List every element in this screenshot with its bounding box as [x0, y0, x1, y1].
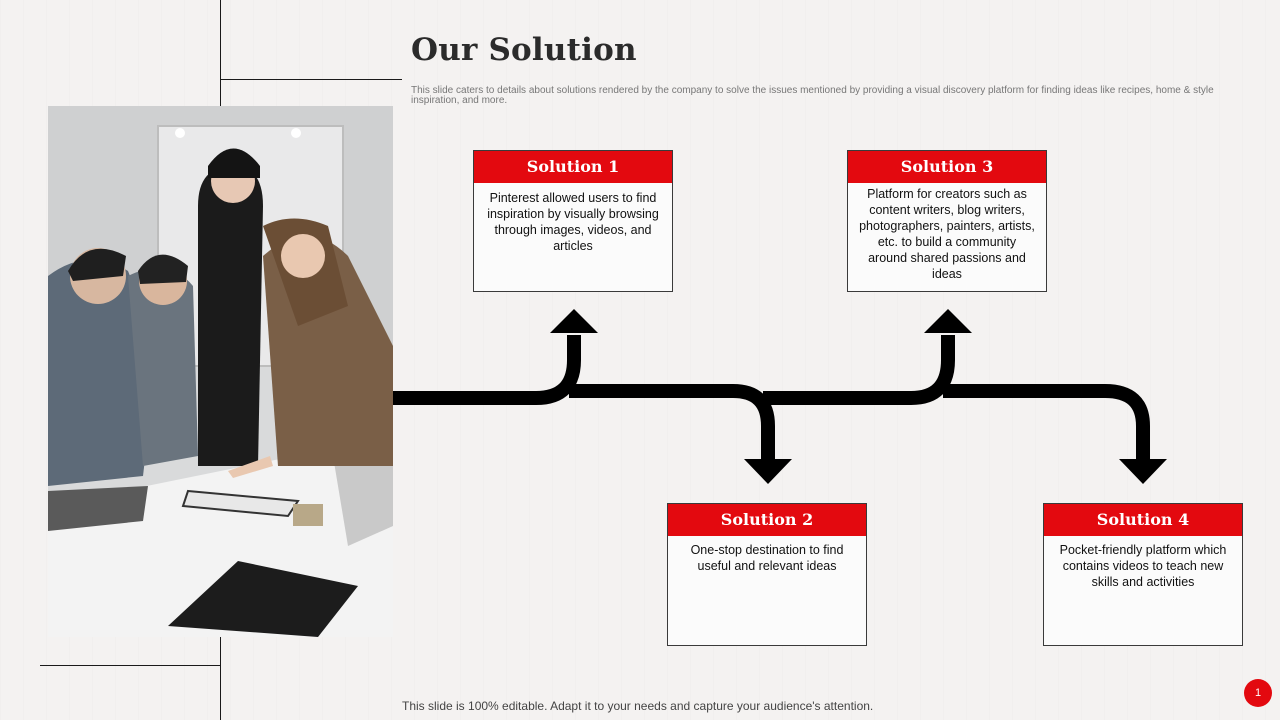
slide-title: Our Solution — [411, 32, 637, 68]
solution-card-1 — [473, 150, 673, 292]
solution-card-3 — [847, 150, 1047, 292]
slide-subtitle: This slide caters to details about solutions rendered by the company to solve the issues mentioned by providing a visual discovery platform for finding ideas like recipes, home & style inspiration, and more. — [411, 85, 1214, 106]
footer-note: This slide is 100% editable. Adapt it to your needs and capture your audience's attention. — [402, 699, 874, 713]
team-photo — [48, 106, 393, 637]
bottom-divider-line — [40, 665, 220, 666]
solution-4-text: Pocket-friendly platform which contains videos to teach new skills and activities — [1059, 543, 1227, 589]
solution-4-title: Solution 4 — [1044, 504, 1242, 536]
solution-2-text: One-stop destination to find useful and relevant ideas — [690, 543, 844, 573]
solution-1-title: Solution 1 — [474, 151, 672, 183]
solution-card-2 — [667, 503, 867, 646]
flow-arrows — [393, 300, 1193, 500]
solution-card-4 — [1043, 503, 1243, 646]
solution-2-title: Solution 2 — [668, 504, 866, 536]
page-number-badge: 1 — [1244, 679, 1272, 707]
top-divider-line — [220, 79, 402, 80]
solution-1-text: Pinterest allowed users to find inspiration by visually browsing through images, videos, and articles — [487, 191, 659, 253]
solution-3-title: Solution 3 — [848, 151, 1046, 183]
solution-3-text: Platform for creators such as content writers, blog writers, photographers, painters, artists, etc. to build a community around shared passions and ideas — [859, 187, 1035, 281]
